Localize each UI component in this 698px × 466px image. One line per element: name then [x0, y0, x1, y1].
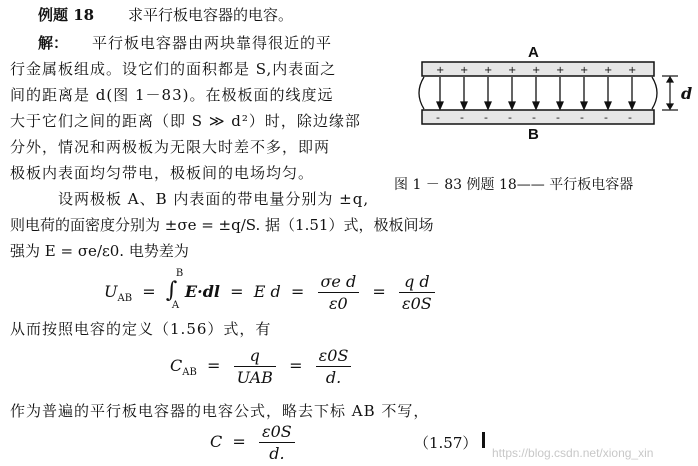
text-after-eq2: 作为普遍的平行板电容器的电容公式，略去下标 AB 不写， [10, 402, 430, 420]
solution-line-1: 平行板电容器由两块靠得很近的平 [92, 34, 333, 52]
text-after-eq1: 从而按照电容的定义（1.56）式，有 [10, 320, 272, 338]
solution-line-5: 分外，情况和两极板为无限大时差不多，即两 [10, 138, 331, 156]
solution-line-7: 设两极板 A、B 内表面的带电量分别为 ±q, [58, 190, 370, 208]
equation-potential-difference: $U_{AB}$ = ∫ B A E·dl = E d = $\frac{\text{σe d}}{\varepsilon 0}$ = $\frac{\text{q d}}{\varepsilon 0S}$ [104, 272, 438, 313]
solution-line-9: 强为 E = σe/ε0. 电势差为 [10, 242, 189, 260]
capacitor-figure [410, 40, 698, 150]
distance-label: d [681, 84, 693, 103]
solution-line-3: 间的距离是 d(图 1－83)。在极板面的线度远 [10, 86, 334, 104]
svg-text:+: + [460, 65, 469, 76]
svg-text:+: + [484, 65, 493, 76]
solution-line-2: 行金属板组成。设它们的面积都是 S,内表面之 [10, 60, 337, 78]
svg-text:+: + [436, 65, 445, 76]
watermark-text: https://blog.csdn.net/xiong_xin [492, 446, 654, 460]
solution-line-8: 则电荷的面密度分别为 ±σe = ±q/S. 据（1.51）式，极板间场 [10, 216, 434, 234]
plus-charges [436, 65, 636, 76]
svg-text:+: + [580, 65, 589, 76]
svg-text:-: - [436, 111, 440, 124]
example-title: 求平行板电容器的电容。 [128, 6, 294, 24]
field-arrows [419, 77, 657, 109]
solution-label: 解： [38, 34, 69, 52]
svg-text:+: + [556, 65, 565, 76]
svg-text:-: - [556, 111, 560, 124]
example-label: 例题 18 [38, 6, 95, 24]
svg-text:-: - [532, 111, 536, 124]
svg-text:+: + [532, 65, 541, 76]
solution-line-4: 大于它们之间的距离（即 S ≫ d²）时，除边缘部 [10, 112, 361, 130]
svg-text:+: + [604, 65, 613, 76]
figure-caption: 图 1 － 83 例题 18—— 平行板电容器 [394, 177, 634, 193]
svg-text:+: + [508, 65, 517, 76]
dimension-marker [662, 76, 678, 110]
svg-text:+: + [628, 65, 637, 76]
plate-b [422, 110, 654, 124]
plate-a-label: A [528, 44, 539, 61]
svg-text:-: - [484, 111, 488, 124]
svg-text:-: - [604, 111, 608, 124]
svg-text:-: - [580, 111, 584, 124]
equation-capacitance-ab: $C_{AB}$ = $\frac{q}{\text{UAB}}$ = $\frac{\varepsilon 0S}{d.}$ [170, 346, 354, 387]
solution-line-6: 极板内表面均匀带电，极板间的电场均匀。 [10, 164, 315, 182]
equation-number: （1.57） [414, 434, 478, 452]
svg-text:-: - [508, 111, 512, 124]
equation-capacitance: C = $\frac{\varepsilon 0S}{d.}$ [210, 422, 298, 463]
svg-text:-: - [460, 111, 464, 124]
plate-b-label: B [528, 126, 539, 143]
svg-text:-: - [628, 111, 632, 124]
end-of-proof-mark [482, 432, 485, 448]
